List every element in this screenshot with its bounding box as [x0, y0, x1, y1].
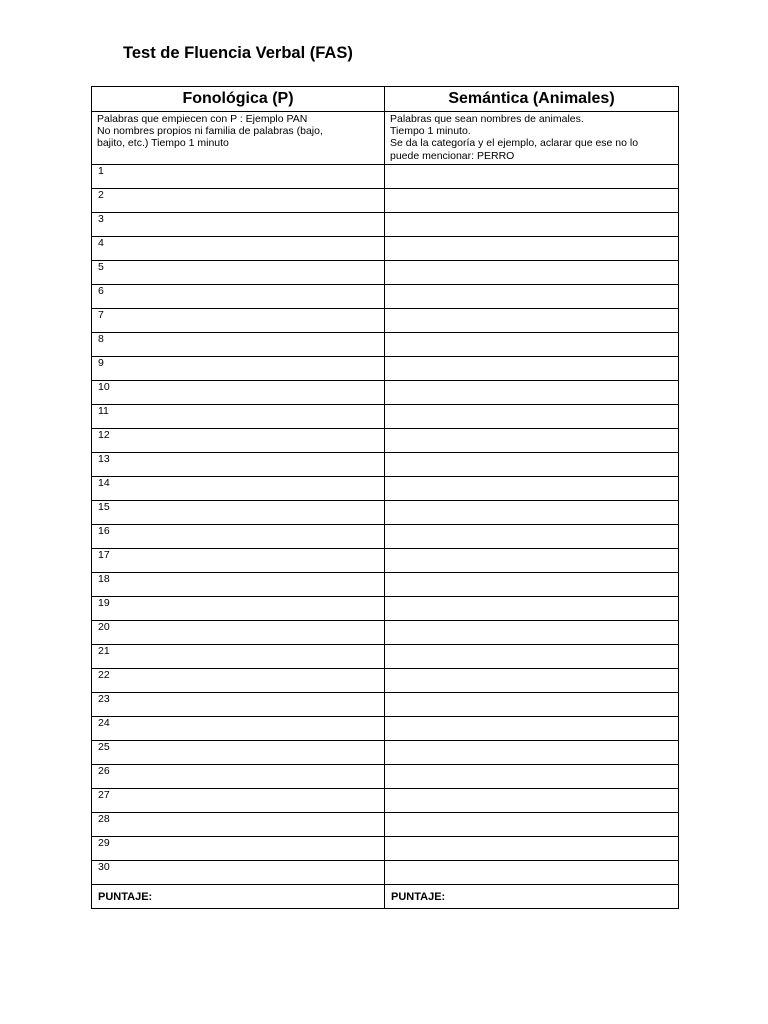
row-number: 8	[98, 333, 104, 345]
answer-row	[92, 261, 679, 285]
answer-row	[92, 405, 679, 429]
answer-cell-semantic[interactable]	[385, 213, 679, 237]
row-number: 6	[98, 285, 104, 297]
instruction-line: Tiempo 1 minuto.	[390, 125, 471, 138]
answer-row	[92, 477, 679, 501]
answer-cell-semantic[interactable]	[385, 237, 679, 261]
answer-cell-phonological[interactable]	[92, 573, 385, 597]
header-phonological: Fonológica (P)	[92, 87, 385, 112]
answer-row	[92, 693, 679, 717]
row-number: 24	[98, 717, 110, 729]
row-number: 4	[98, 237, 104, 249]
answer-cell-semantic[interactable]	[385, 381, 679, 405]
answer-cell-semantic[interactable]	[385, 309, 679, 333]
answer-cell-phonological[interactable]	[92, 333, 385, 357]
answer-row	[92, 765, 679, 789]
answer-cell-semantic[interactable]	[385, 789, 679, 813]
answer-cell-phonological[interactable]	[92, 525, 385, 549]
answer-cell-semantic[interactable]	[385, 549, 679, 573]
answer-cell-semantic[interactable]	[385, 453, 679, 477]
document-title: Test de Fluencia Verbal (FAS)	[123, 44, 353, 62]
answer-row	[92, 189, 679, 213]
answer-cell-phonological[interactable]	[92, 213, 385, 237]
row-number: 20	[98, 621, 110, 633]
answer-row	[92, 645, 679, 669]
row-number: 2	[98, 189, 104, 201]
instruction-line: No nombres propios ni familia de palabras (bajo,	[97, 125, 323, 138]
answer-row	[92, 549, 679, 573]
answer-row	[92, 669, 679, 693]
row-number: 13	[98, 453, 110, 465]
row-number: 27	[98, 789, 110, 801]
row-number: 22	[98, 669, 110, 681]
row-number: 28	[98, 813, 110, 825]
answer-cell-semantic[interactable]	[385, 333, 679, 357]
row-number: 1	[98, 165, 104, 177]
instructions-semantic	[385, 112, 679, 165]
answer-row	[92, 213, 679, 237]
answer-row	[92, 501, 679, 525]
answer-cell-phonological[interactable]	[92, 717, 385, 741]
answer-cell-semantic[interactable]	[385, 357, 679, 381]
answer-cell-semantic[interactable]	[385, 261, 679, 285]
score-row	[92, 885, 679, 909]
instruction-line: puede mencionar: PERRO	[390, 149, 515, 162]
answer-cell-phonological[interactable]	[92, 645, 385, 669]
answer-cell-semantic[interactable]	[385, 429, 679, 453]
answer-cell-phonological[interactable]	[92, 261, 385, 285]
answer-cell-phonological[interactable]	[92, 165, 385, 189]
answer-cell-semantic[interactable]	[385, 645, 679, 669]
answer-row	[92, 309, 679, 333]
row-number: 15	[98, 501, 110, 513]
answer-cell-semantic[interactable]	[385, 813, 679, 837]
answer-row	[92, 573, 679, 597]
answer-row	[92, 381, 679, 405]
answer-cell-phonological[interactable]	[92, 453, 385, 477]
row-number: 23	[98, 693, 110, 705]
row-number: 7	[98, 309, 104, 321]
answer-cell-phonological[interactable]	[92, 429, 385, 453]
answer-cell-semantic[interactable]	[385, 621, 679, 645]
row-number: 12	[98, 429, 110, 441]
answer-cell-phonological[interactable]	[92, 813, 385, 837]
answer-cell-phonological[interactable]	[92, 285, 385, 309]
answer-cell-phonological[interactable]	[92, 549, 385, 573]
row-number: 25	[98, 741, 110, 753]
fas-test-table	[91, 86, 679, 909]
answer-cell-semantic[interactable]	[385, 861, 679, 885]
answer-row	[92, 237, 679, 261]
answer-row	[92, 525, 679, 549]
answer-row	[92, 357, 679, 381]
answer-cell-phonological[interactable]	[92, 669, 385, 693]
row-number: 11	[98, 405, 109, 417]
answer-row	[92, 621, 679, 645]
answer-cell-semantic[interactable]	[385, 477, 679, 501]
answer-cell-semantic[interactable]	[385, 165, 679, 189]
answer-row	[92, 597, 679, 621]
answer-row	[92, 717, 679, 741]
answer-cell-phonological[interactable]	[92, 741, 385, 765]
header-semantic: Semántica (Animales)	[385, 87, 679, 112]
answer-cell-phonological[interactable]	[92, 189, 385, 213]
instruction-line: bajito, etc.) Tiempo 1 minuto	[97, 137, 229, 150]
answer-row	[92, 453, 679, 477]
answer-cell-phonological[interactable]	[92, 309, 385, 333]
answer-cell-phonological[interactable]	[92, 597, 385, 621]
row-number: 9	[98, 357, 104, 369]
answer-row	[92, 741, 679, 765]
row-number: 30	[98, 861, 110, 873]
answer-cell-semantic[interactable]	[385, 717, 679, 741]
answer-cell-phonological[interactable]	[92, 405, 385, 429]
instruction-line: Se da la categoría y el ejemplo, aclarar que ese no lo	[390, 137, 639, 150]
instructions-phonological	[92, 112, 385, 165]
answer-row	[92, 837, 679, 861]
answer-cell-semantic[interactable]	[385, 405, 679, 429]
row-number: 17	[98, 549, 110, 561]
answer-cell-phonological[interactable]	[92, 765, 385, 789]
answer-cell-semantic[interactable]	[385, 669, 679, 693]
answer-cell-semantic[interactable]	[385, 741, 679, 765]
answer-cell-semantic[interactable]	[385, 573, 679, 597]
answer-cell-semantic[interactable]	[385, 693, 679, 717]
answer-row	[92, 429, 679, 453]
answer-cell-phonological[interactable]	[92, 621, 385, 645]
row-number: 10	[98, 381, 110, 393]
answer-row	[92, 333, 679, 357]
score-phonological: PUNTAJE:	[92, 885, 385, 909]
answer-cell-phonological[interactable]	[92, 357, 385, 381]
answer-cell-phonological[interactable]	[92, 693, 385, 717]
answer-cell-semantic[interactable]	[385, 285, 679, 309]
row-number: 29	[98, 837, 110, 849]
instruction-line: Palabras que sean nombres de animales.	[390, 113, 584, 125]
answer-row	[92, 285, 679, 309]
answer-cell-phonological[interactable]	[92, 501, 385, 525]
header-row	[92, 87, 679, 112]
answer-cell-phonological[interactable]	[92, 381, 385, 405]
answer-cell-phonological[interactable]	[92, 789, 385, 813]
row-number: 18	[98, 573, 110, 585]
answer-row	[92, 861, 679, 885]
answer-row	[92, 789, 679, 813]
answer-cell-semantic[interactable]	[385, 189, 679, 213]
instructions-row	[92, 112, 679, 165]
instruction-line: Palabras que empiecen con P : Ejemplo PAN	[97, 113, 308, 125]
answer-row	[92, 813, 679, 837]
answer-cell-phonological[interactable]	[92, 861, 385, 885]
row-number: 16	[98, 525, 110, 537]
row-number: 3	[98, 213, 104, 225]
answer-row	[92, 165, 679, 189]
row-number: 14	[98, 477, 110, 489]
answer-cell-phonological[interactable]	[92, 237, 385, 261]
answer-cell-semantic[interactable]	[385, 765, 679, 789]
answer-cell-semantic[interactable]	[385, 597, 679, 621]
answer-cell-semantic[interactable]	[385, 837, 679, 861]
score-semantic: PUNTAJE:	[385, 885, 679, 909]
answer-cell-semantic[interactable]	[385, 501, 679, 525]
row-number: 19	[98, 597, 110, 609]
row-number: 5	[98, 261, 104, 273]
row-number: 26	[98, 765, 110, 777]
answer-cell-semantic[interactable]	[385, 525, 679, 549]
answer-cell-phonological[interactable]	[92, 477, 385, 501]
row-number: 21	[98, 645, 110, 657]
answer-cell-phonological[interactable]	[92, 837, 385, 861]
